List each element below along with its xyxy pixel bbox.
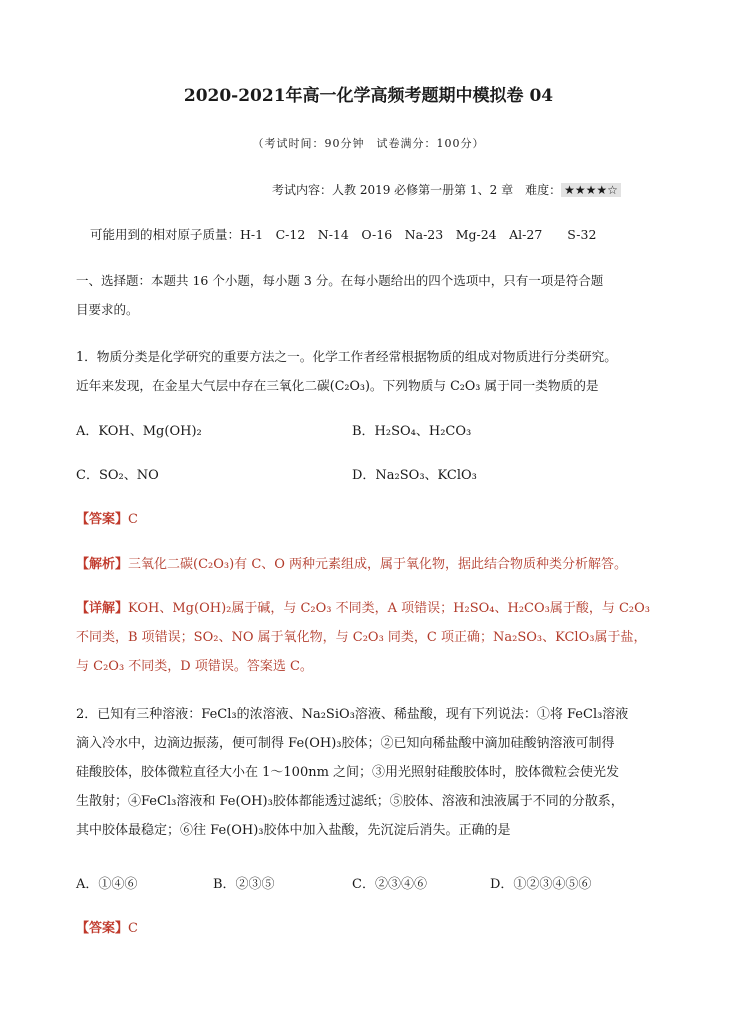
q2-stem-line1: 2．已知有三种溶液：FeCl₃的浓溶液、Na₂SiO₃溶液、稀盐酸，现有下列说法：①将 FeCl₃溶液 (76, 707, 629, 722)
q2-option-c: C．②③④⑥ (352, 877, 427, 892)
exam-subtitle: （考试时间：90分钟 试卷满分：100分） (252, 137, 485, 150)
q2-stem-line3: 硅酸胶体，胶体微粒直径大小在 1～100nm 之间；③用光照射硅酸胶体时，胶体微粒会使光发 (76, 765, 620, 780)
exam-meta (272, 180, 621, 200)
q1-answer-label: 【答案】 (76, 512, 129, 527)
atomic-masses: 可能用到的相对原子质量：H-1 C-12 N-14 O-16 Na-23 Mg-24 Al-27 S-32 (90, 227, 597, 242)
q1-detail-line2: 不同类，B 项错误；SO₂、NO 属于氧化物，与 C₂O₃ 同类，C 项正确；Na₂SO₃、KClO₃属于盐， (76, 630, 647, 645)
section-heading-line1: 一、选择题：本题共 16 个小题，每小题 3 分。在每小题给出的四个选项中，只有一项是符合题 (76, 273, 604, 288)
q1-analysis (76, 555, 627, 575)
difficulty-stars: ★★★★☆ (561, 183, 621, 197)
q2-stem-line5: 其中胶体最稳定；⑥往 Fe(OH)₃胶体中加入盐酸，先沉淀后消失。正确的是 (76, 823, 511, 838)
q2-answer (76, 919, 138, 939)
q1-option-a: A．KOH、Mg(OH)₂ (76, 424, 202, 439)
q1-option-d: D．Na₂SO₃、KClO₃ (352, 468, 477, 483)
exam-content: 考试内容：人教 2019 必修第一册第 1、2 章 难度： (272, 183, 562, 197)
q1-stem-line2: 近年来发现，在金星大气层中存在三氧化二碳(C₂O₃)。下列物质与 C₂O₃ 属于同一类物质的是 (76, 378, 599, 393)
q2-option-d: D．①②③④⑤⑥ (490, 877, 592, 892)
q2-option-a: A．①④⑥ (76, 877, 138, 892)
q1-option-c: C．SO₂、NO (76, 468, 159, 483)
q1-detail-text1: KOH、Mg(OH)₂属于碱，与 C₂O₃ 不同类，A 项错误；H₂SO₄、H₂CO₃属于酸，与 C₂O₃ (128, 601, 651, 616)
q1-detail-line1 (76, 599, 650, 619)
q1-detail-line3: 与 C₂O₃ 不同类，D 项错误。答案选 C。 (76, 659, 313, 674)
q1-option-b: B．H₂SO₄、H₂CO₃ (352, 424, 472, 439)
q1-analysis-label: 【解析】 (76, 557, 129, 572)
section-heading-line2: 目要求的。 (76, 302, 139, 317)
page-title: 2020-2021年高一化学高频考题期中模拟卷 04 (183, 86, 554, 106)
q2-answer-value: C (128, 921, 138, 936)
q1-answer-value: C (128, 512, 138, 527)
q2-stem-line4: 生散射；④FeCl₃溶液和 Fe(OH)₃胶体都能透过滤纸；⑤胶体、溶液和浊液属于不同的分散系， (76, 794, 624, 809)
q1-analysis-text: 三氧化二碳(C₂O₃)有 C、O 两种元素组成，属于氧化物，据此结合物质种类分析解答。 (128, 557, 628, 572)
q1-answer (76, 510, 138, 530)
q2-stem-line2: 滴入冷水中，边滴边振荡，便可制得 Fe(OH)₃胶体；②已知向稀盐酸中滴加硅酸钠溶液可制得 (76, 736, 615, 751)
q1-detail-label: 【详解】 (76, 601, 129, 616)
q2-answer-label: 【答案】 (76, 921, 129, 936)
q2-option-b: B．②③⑤ (213, 877, 275, 892)
q1-stem-line1: 1．物质分类是化学研究的重要方法之一。化学工作者经常根据物质的组成对物质进行分类研究。 (76, 349, 617, 364)
